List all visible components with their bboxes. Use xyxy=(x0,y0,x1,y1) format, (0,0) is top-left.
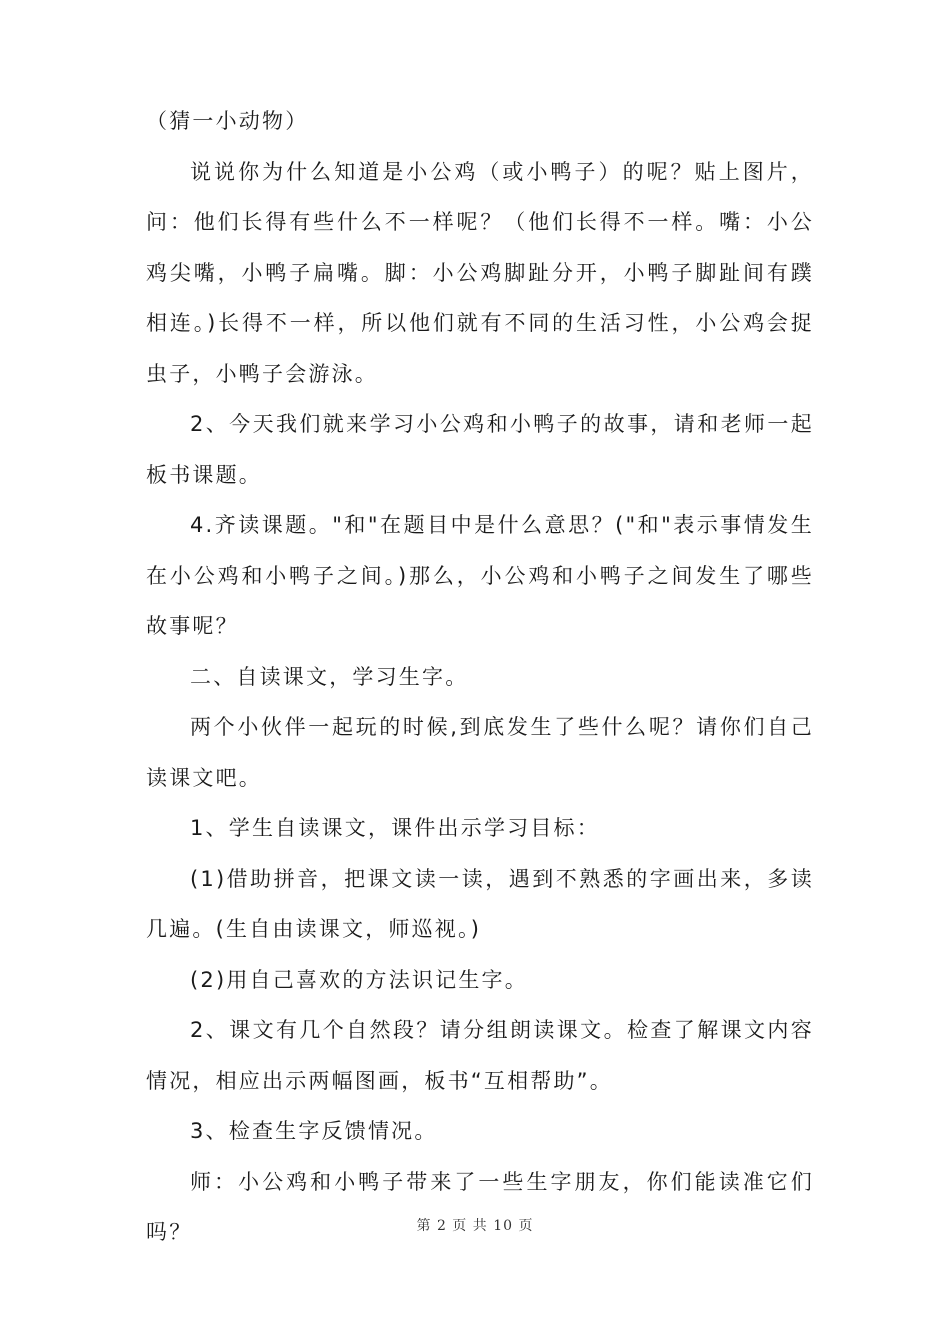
paragraph-read-text: 两个小伙伴一起玩的时候,到底发生了些什么呢？请你们自己读课文吧。 xyxy=(146,715,814,790)
paragraph-teacher-prompt: 师：小公鸡和小鸭子带来了一些生字朋友，你们能读准它们吗？ xyxy=(146,1169,814,1244)
paragraph-paragraph-count: 2、课文有几个自然段？请分组朗读课文。检查了解课文内容情况，相应出示两幅图画，板书“互相帮助”。 xyxy=(146,1018,814,1093)
paragraph-read-title: 4.齐读课题。"和"在题目中是什么意思？("和"表示事情发生在小公鸡和小鸭子之间。)那么，小公鸡和小鸭子之间发生了哪些故事呢？ xyxy=(146,513,814,638)
page-number-footer: 第 2 页 共 10 页 xyxy=(416,1218,534,1234)
paragraph-differences: 说说你为什么知道是小公鸡（或小鸭子）的呢？贴上图片，问：他们长得有些什么不一样呢？（他们长得不一样。嘴：小公鸡尖嘴，小鸭子扁嘴。脚：小公鸡脚趾分开，小鸭子脚趾间有蹼相连。)长得不一样，所以他们就有不同的生活习性，小公鸡会捉虫子，小鸭子会游泳。 xyxy=(146,159,814,386)
paragraph-check-characters: 3、检查生字反馈情况。 xyxy=(190,1119,438,1143)
paragraph-learning-goals: 1、学生自读课文，课件出示学习目标： xyxy=(190,816,600,840)
paragraph-lesson-title: 2、今天我们就来学习小公鸡和小鸭子的故事，请和老师一起板书课题。 xyxy=(146,412,814,487)
paragraph-goal-1: (1)借助拼音，把课文读一读，遇到不熟悉的字画出来，多读几遍。(生自由读课文，师巡视。) xyxy=(146,866,814,941)
paragraph-guess-animal: （猜一小动物） xyxy=(146,109,309,133)
section-heading-self-reading: 二、自读课文，学习生字。 xyxy=(190,664,469,689)
paragraph-goal-2: (2)用自己喜欢的方法识记生字。 xyxy=(190,967,528,992)
document-body xyxy=(146,96,814,1258)
